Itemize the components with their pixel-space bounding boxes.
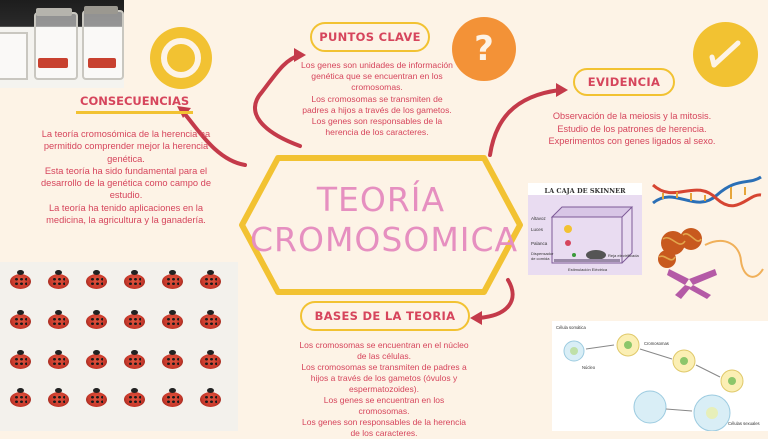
puntos-clave-heading: PUNTOS CLAVE	[310, 22, 430, 52]
puntos-clave-text: Los genes son unidades de información genética que se encuentran en los cromosomas. Los cromosomas se transmiten de padres a hijos a través de los gametos. Los genes son responsables de la herencia de los caracteres.	[301, 60, 453, 138]
skinner-box-image: LA CAJA DE SKINNER Altavoz Luces Palanca Dispensador de comida Reja electrificada Estimulación Eléctrica	[528, 183, 642, 275]
evidencia-heading: EVIDENCIA	[573, 68, 675, 96]
bases-text: Los cromosomas se encuentran en el núcleo de las células. Los cromosomas se transmiten de padres a hijos a través de los gametos (óvulos y espermatozoides). Los genes se encuentran en los cromosomas. Los genes son responsables de la herencia de los caracteres.	[299, 340, 469, 438]
question-mark-icon: ?	[452, 17, 516, 81]
ladybugs-photo	[0, 262, 238, 431]
cell-division-diagram: Célula somática Cromosomas Núcleo Células sexuales	[552, 321, 768, 431]
bases-heading: BASES DE LA TEORIA	[300, 301, 470, 331]
evidencia-text: Observación de la meiosis y la mitosis. Estudio de los patrones de herencia. Experimentos con genes ligados al sexo.	[548, 111, 716, 146]
consecuencias-heading: CONSECUENCIAS	[76, 92, 193, 114]
dna-chromosome-image	[645, 165, 767, 300]
main-title: TEORÍA CROMOSOMICA	[250, 180, 519, 259]
consecuencias-text: La teoría cromosómica de la herencia ha permitido comprender mejor la herencia genética. Esta teoría ha sido fundamental para el desarrollo de la genética como campo de estudio. La teoría ha tenido aplicaciones en la medicina, la agricultura y la ganadería.	[40, 129, 212, 226]
